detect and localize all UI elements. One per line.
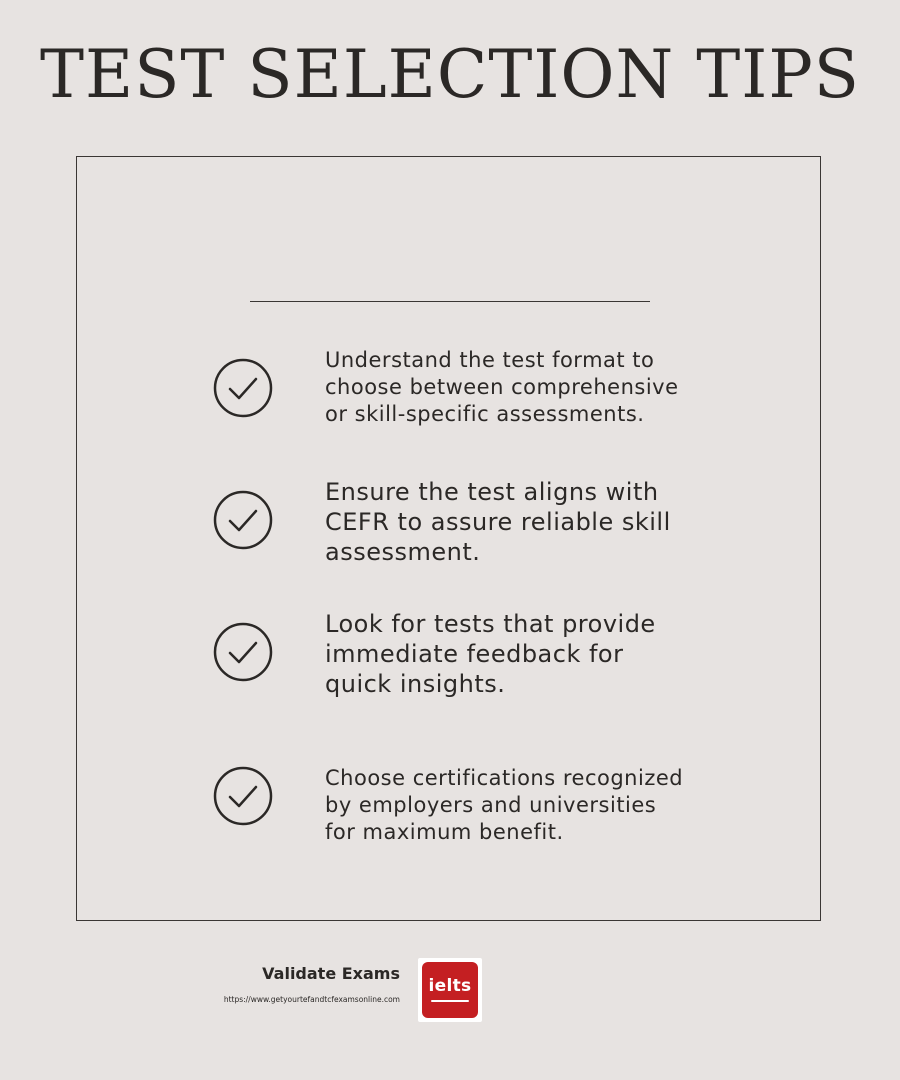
tip-line: CEFR to assure reliable skill — [325, 508, 671, 536]
tip-line: Understand the test format to — [325, 348, 655, 372]
tip-line: Choose certifications recognized — [325, 766, 684, 790]
check-circle-icon — [213, 490, 273, 550]
tip-line: for maximum benefit. — [325, 820, 564, 844]
tip-line: by employers and universities — [325, 793, 657, 817]
page-title: TEST SELECTION TIPS — [40, 36, 860, 113]
logo-frame — [418, 958, 482, 1022]
logo-underline — [431, 1000, 469, 1002]
tip-line: Ensure the test aligns with — [325, 478, 659, 506]
website-url[interactable]: https://www.getyourtefandtcfexamsonline.com — [223, 995, 400, 1004]
ielts-logo — [422, 962, 478, 1018]
tip-line: choose between comprehensive — [325, 375, 679, 399]
tip-text — [325, 609, 745, 699]
tip-line: Look for tests that provide — [325, 610, 656, 638]
tip-line: or skill-specific assessments. — [325, 402, 645, 426]
tip-line: immediate feedback for — [325, 640, 624, 668]
divider — [250, 301, 650, 302]
logo-text: ielts — [428, 976, 472, 996]
tip-text — [325, 477, 745, 567]
tip-line: quick insights. — [325, 670, 506, 698]
tip-text — [325, 765, 745, 846]
tip-text — [325, 347, 745, 428]
tips-card — [76, 156, 821, 921]
tip-line: assessment. — [325, 538, 481, 566]
brand-name: Validate Exams — [262, 964, 400, 983]
check-circle-icon — [213, 358, 273, 418]
check-circle-icon — [213, 622, 273, 682]
check-circle-icon — [213, 766, 273, 826]
